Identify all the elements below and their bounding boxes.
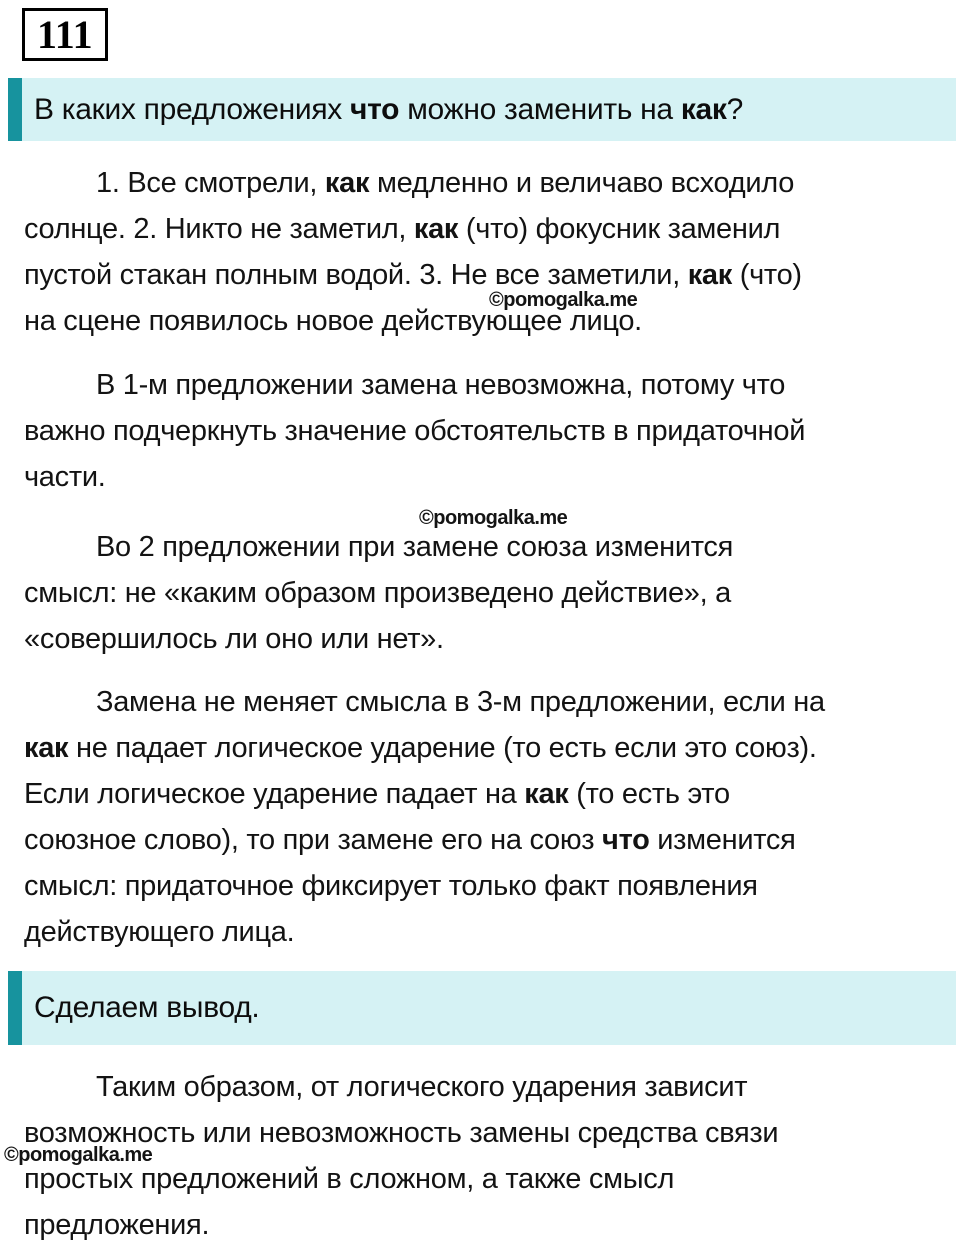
- text-segment: действующего лица.: [24, 916, 295, 948]
- watermark: ©pomogalka.me: [4, 1144, 153, 1166]
- text-segment: Если логическое ударение падает на: [24, 778, 525, 810]
- text-line: [24, 252, 936, 298]
- text-line: [24, 817, 936, 863]
- question-header-bar: [8, 78, 956, 141]
- text-segment: ?: [726, 92, 744, 126]
- text-segment: простых предложений в сложном, а также смысл: [24, 1163, 675, 1195]
- paragraph-explanation-2: [24, 524, 936, 662]
- text-segment: как: [24, 732, 69, 764]
- text-line: [24, 725, 936, 771]
- question-text: [8, 93, 743, 127]
- text-segment: предложения.: [24, 1209, 210, 1241]
- text-segment: части.: [24, 461, 106, 493]
- text-line: [24, 1202, 936, 1248]
- text-line: [24, 408, 936, 454]
- text-segment: как: [687, 259, 732, 291]
- text-line: [24, 863, 936, 909]
- paragraph-explanation-3: [24, 679, 936, 955]
- watermark: ©pomogalka.me: [489, 289, 638, 311]
- accent-bar-icon: [8, 971, 22, 1045]
- text-line: [24, 771, 936, 817]
- paragraph-sentences: [24, 160, 936, 344]
- text-segment: Таким образом, от логического ударения зависит: [96, 1071, 748, 1103]
- paragraph-conclusion: [24, 1064, 936, 1248]
- text-segment: как: [524, 778, 569, 810]
- text-line: [24, 362, 936, 408]
- text-segment: смысл: не «каким образом произведено действие», а: [24, 577, 731, 609]
- watermark: ©pomogalka.me: [419, 507, 568, 529]
- text-line: [24, 909, 936, 955]
- text-segment: возможность или невозможность замены средства связи: [24, 1117, 779, 1149]
- text-segment: важно подчеркнуть значение обстоятельств в придаточной: [24, 415, 806, 447]
- text-segment: пустой стакан полным водой. 3. Не все заметили,: [24, 259, 688, 291]
- text-segment: Замена не меняет смысла в 3-м предложении, если на: [96, 686, 825, 718]
- text-segment: 1. Все смотрели,: [96, 167, 325, 199]
- text-line: [24, 206, 936, 252]
- text-segment: не падает логическое ударение (то есть если это союз).: [68, 732, 817, 764]
- text-segment: союзное слово), то при замене его на союз: [24, 824, 603, 856]
- text-segment: «совершилось ли оно или нет».: [24, 623, 444, 655]
- text-segment: на сцене появилось новое действующее лицо.: [24, 305, 642, 337]
- text-segment: В 1-м предложении замена невозможна, потому что: [96, 369, 786, 401]
- text-segment: смысл: придаточное фиксирует только факт появления: [24, 870, 758, 902]
- text-segment: как: [324, 167, 370, 199]
- text-line: [24, 454, 936, 500]
- text-segment: (что) фокусник заменил: [458, 213, 781, 245]
- text-segment: как: [413, 213, 459, 245]
- text-line: [24, 1110, 936, 1156]
- text-line: [24, 298, 936, 344]
- text-segment: медленно и величаво всходило: [369, 167, 795, 199]
- text-segment: Во 2 предложении при замене союза изменится: [96, 531, 734, 563]
- text-line: [24, 524, 936, 570]
- text-segment: В каких предложениях: [34, 92, 351, 126]
- text-segment: (то есть это: [568, 778, 730, 810]
- text-segment: солнце. 2. Никто не заметил,: [24, 213, 414, 245]
- text-segment: что: [350, 92, 400, 126]
- text-line: [24, 1064, 936, 1110]
- text-segment: как: [680, 92, 727, 126]
- conclusion-header-bar: [8, 971, 956, 1045]
- text-segment: что: [602, 824, 650, 856]
- text-segment: (что): [731, 259, 802, 291]
- text-line: [24, 679, 936, 725]
- accent-bar-icon: [8, 78, 22, 141]
- text-line: [24, 160, 936, 206]
- text-line: [24, 616, 936, 662]
- conclusion-text: Сделаем вывод.: [34, 991, 260, 1024]
- text-line: [24, 570, 936, 616]
- exercise-number-badge: 111: [22, 8, 108, 61]
- text-segment: изменится: [649, 824, 796, 856]
- text-segment: можно заменить на: [399, 92, 681, 126]
- paragraph-explanation-1: [24, 362, 936, 500]
- text-line: [24, 1156, 936, 1202]
